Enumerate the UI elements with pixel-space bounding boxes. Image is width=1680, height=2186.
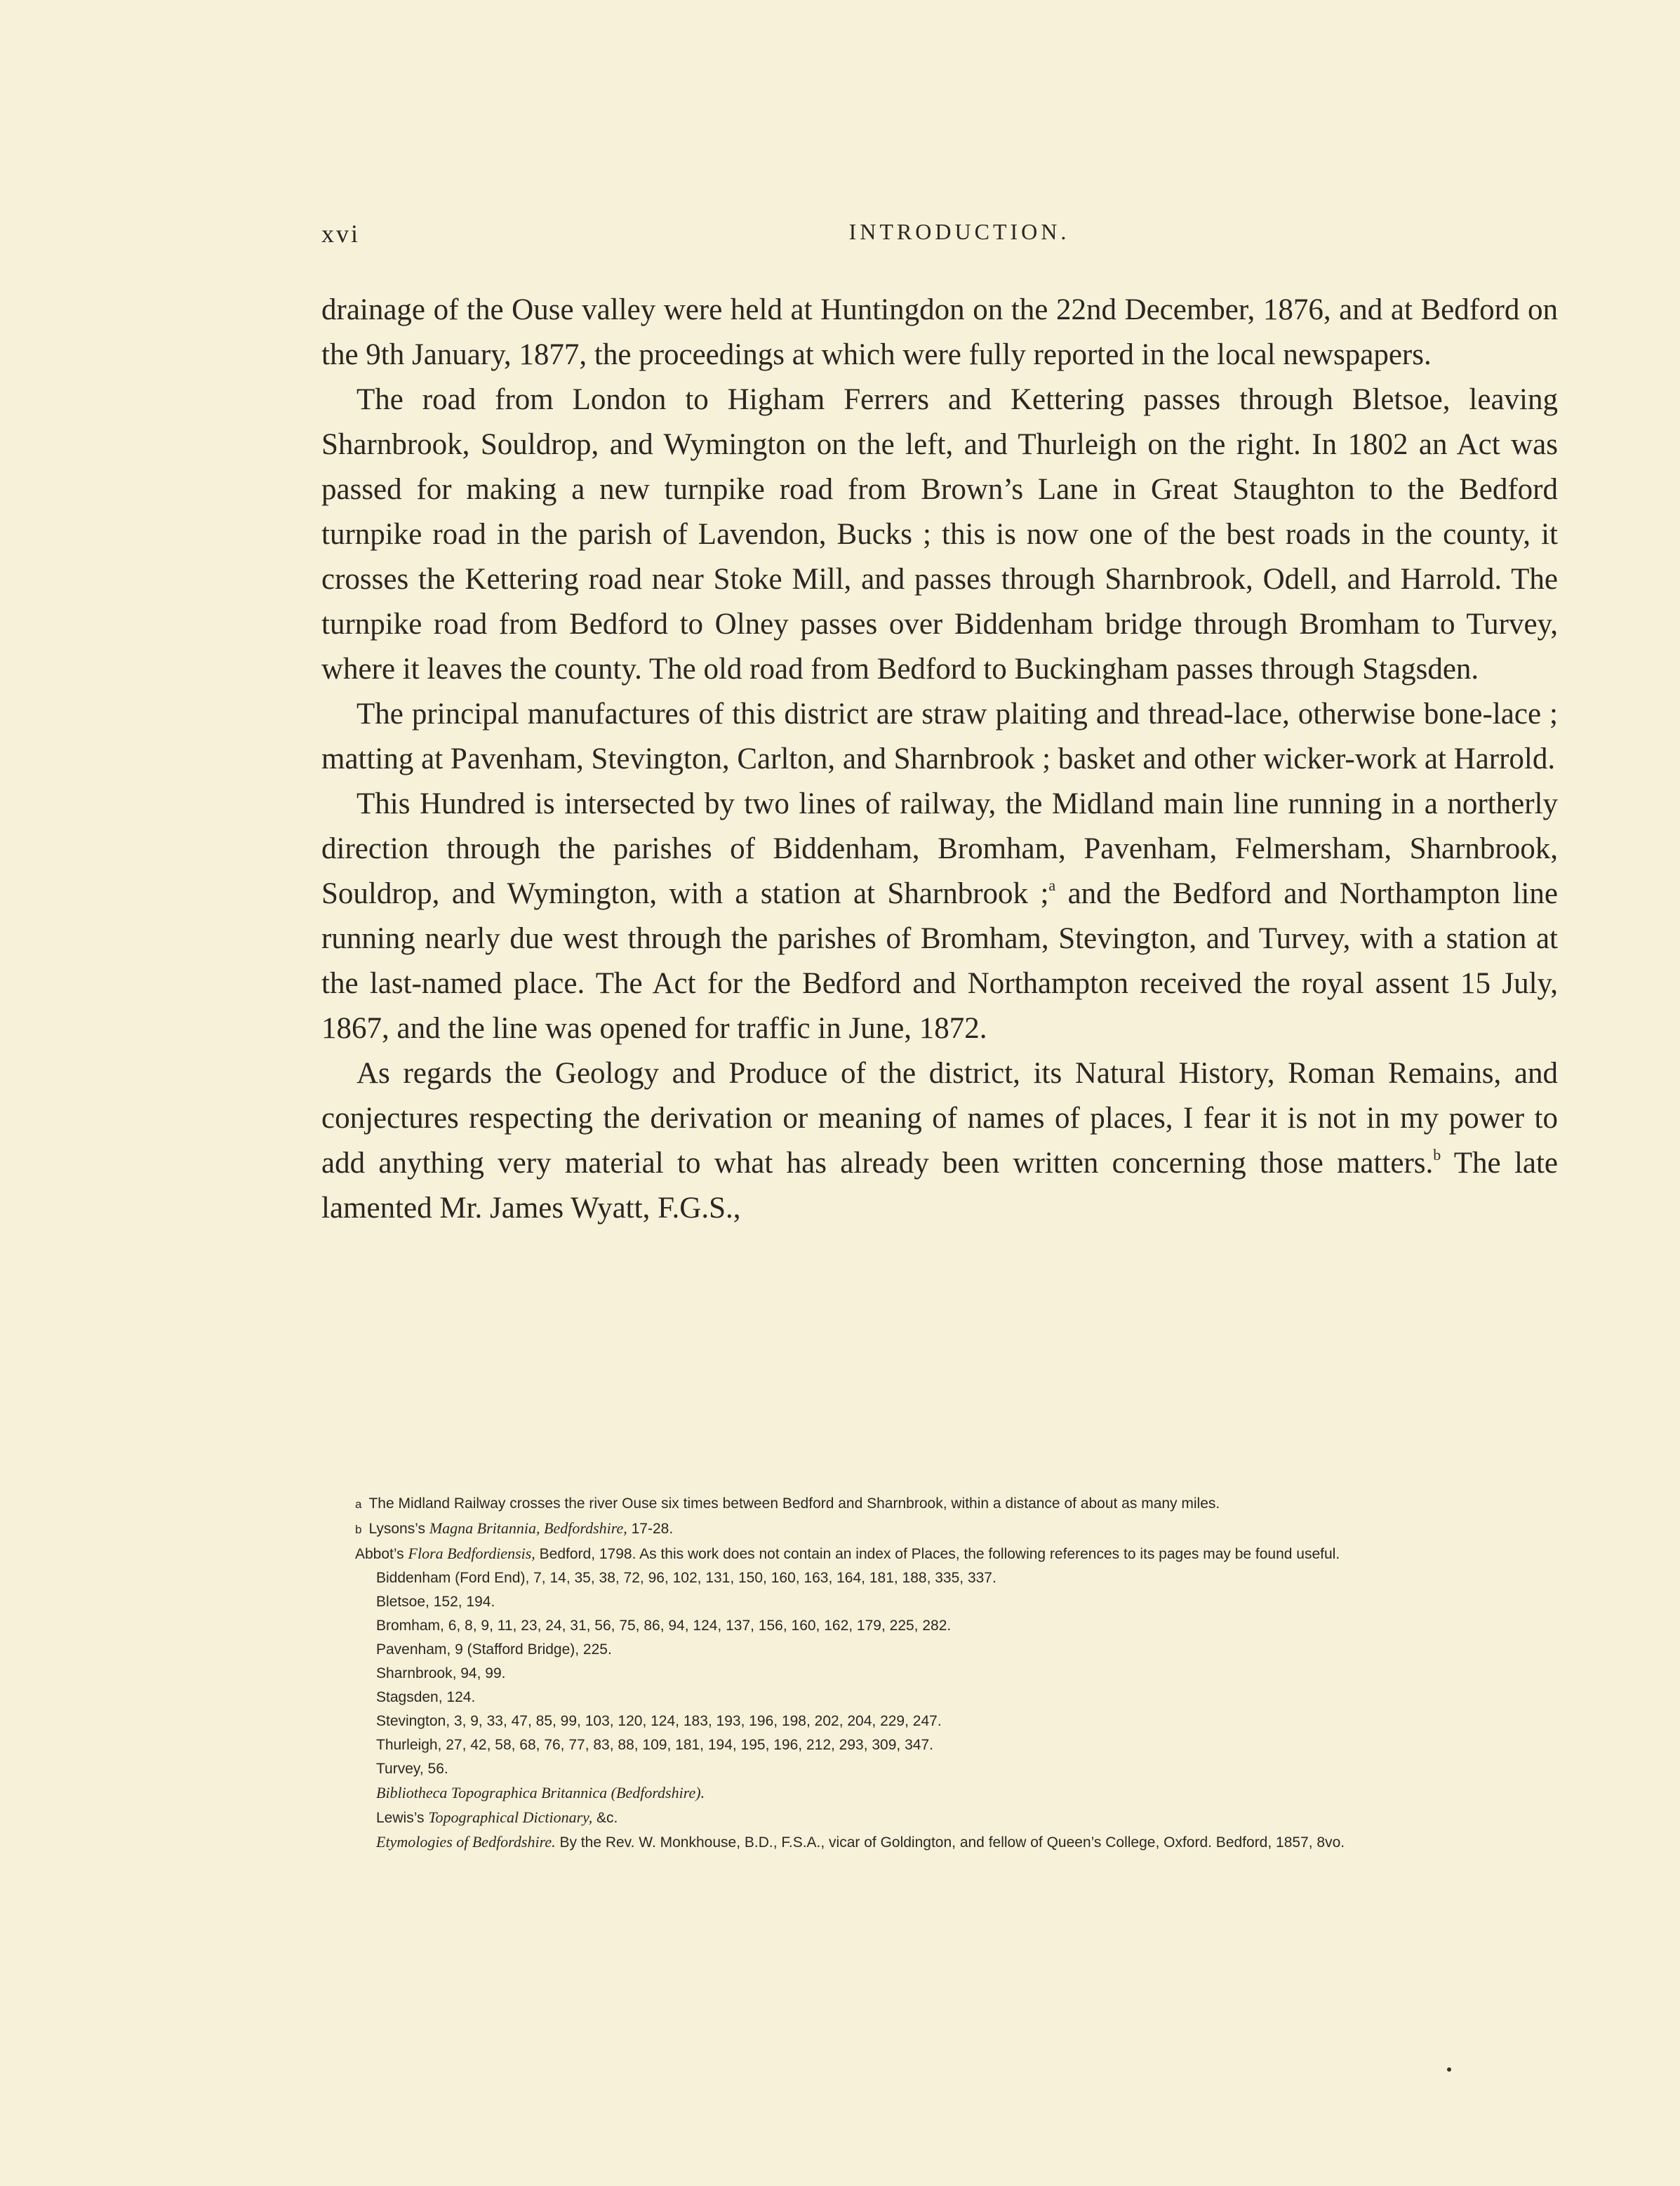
footnote-marker: b: [355, 1523, 362, 1536]
place-reference: Biddenham (Ford End), 7, 14, 35, 38, 72, 96, 102, 131, 150, 160, 163, 164, 181, 188, 335, 337.: [376, 1570, 996, 1586]
citation-title: Etymologies of Bedfordshire.: [376, 1833, 556, 1851]
paragraph: The principal manufactures of this district are straw plaiting and thread-lace, otherwise bone-lace ; matting at Pavenham, Stevington, Carlton, and Sharnbrook ; basket and other wicker-work at Harrold.: [321, 698, 1558, 775]
citation-author: Lysons’s: [368, 1521, 426, 1537]
paragraph: The road from London to Higham Ferrers and Kettering passes through Bletsoe, leaving Sharnbrook, Souldrop, and Wymington on the left, and Thurleigh on the right. In 1802 an Act was passed for making a new turnpike road from Brown’s Lane in Great Staughton to the Bedford turnpike road in the parish of Lavendon, Bucks ; this is now one of the best roads in the county, it crosses the Kettering road near Stoke Mill, and passes through Sharnbrook, Odell, and Harrold. The turnpike road from Bedford to Olney passes over Biddenham bridge through Bromham to Turvey, where it leaves the county. The old road from Bedford to Buckingham passes through Stagsden.: [321, 383, 1558, 686]
body-text: [321, 288, 1558, 1231]
footnote-b: [355, 1518, 1562, 1540]
citation-text: Bedford, 1798. As this work does not contain an index of Places, the following references to its pages may be found useful.: [539, 1546, 1340, 1562]
citation-title: Flora Bedfordiensis,: [408, 1545, 535, 1562]
footnote-marker: a: [355, 1498, 362, 1511]
citation-title: Magna Britannia, Bedfordshire,: [429, 1519, 627, 1537]
paragraph-text: This Hundred is intersected by two lines of railway, the Midland main line running in a northerly direction through the parishes of Biddenham, Bromham, Pavenham, Felmersham, Sharnbrook, Souldrop, and Wymington, with a station at Sharnbrook ;: [321, 787, 1558, 910]
place-reference: Bletsoe, 152, 194.: [376, 1594, 495, 1610]
citation-pages: 17-28.: [631, 1521, 674, 1537]
citation-author: Abbot’s: [355, 1546, 404, 1562]
place-reference: Stevington, 3, 9, 33, 47, 85, 99, 103, 120, 124, 183, 193, 196, 198, 202, 204, 229, 247.: [376, 1713, 942, 1729]
place-reference: Bromham, 6, 8, 9, 11, 23, 24, 31, 56, 75, 86, 94, 124, 137, 156, 160, 162, 179, 225, 282.: [376, 1618, 952, 1634]
footnote-a: [355, 1493, 1562, 1515]
paragraph: drainage of the Ouse valley were held at Huntingdon on the 22nd December, 1876, and at Bedford on the 9th January, 1877, the proceedings at which were fully reported in the local newspapers.: [321, 293, 1558, 371]
citation-title: Bibliotheca Topographica Britannica (Bedfordshire).: [376, 1784, 705, 1801]
lewis-citation: [376, 1807, 1562, 1829]
citation-author: Lewis’s: [376, 1810, 425, 1826]
running-title: INTRODUCTION.: [848, 219, 1070, 244]
footnotes: [355, 1493, 1562, 1853]
paragraph-text: and the Bedford and Northampton line running nearly due west through the parishes of Bromham, Stevington, and Turvey, with a station at the last-named place. The Act for the Bedford and Northampton received the royal assent 15 July, 1867, and the line was opened for traffic in June, 1872.: [321, 877, 1558, 1045]
place-reference: Thurleigh, 27, 42, 58, 68, 76, 77, 83, 88, 109, 181, 194, 195, 196, 212, 293, 309, 347.: [376, 1737, 933, 1753]
page-number: xvi: [321, 220, 361, 248]
paragraph: [321, 782, 1558, 1051]
citation-text: By the Rev. W. Monkhouse, B.D., F.S.A., vicar of Goldington, and fellow of Queen’s College, Oxford. Bedford, 1857, 8vo.: [559, 1834, 1345, 1851]
running-head: [321, 219, 1597, 254]
citation-title: Topographical Dictionary,: [428, 1808, 593, 1826]
paragraph-text: The late lamented Mr. James Wyatt, F.G.S.,: [321, 1147, 1559, 1225]
place-reference: Turvey, 56.: [376, 1761, 448, 1777]
bibliotheca-citation: [376, 1782, 1562, 1804]
citation-text: &c.: [596, 1810, 618, 1826]
paragraph: [321, 1051, 1558, 1231]
abbot-citation: [355, 1543, 1562, 1565]
footnote-ref-a[interactable]: a: [1048, 877, 1056, 894]
place-reference: Stagsden, 124.: [376, 1689, 476, 1705]
place-reference: Sharnbrook, 94, 99.: [376, 1665, 506, 1681]
etymologies-citation: [376, 1832, 1562, 1853]
paragraph-text: As regards the Geology and Produce of the district, its Natural History, Roman Remains, and conjectures respecting the derivation or meaning of names of places, I fear it is not in my power to add anything very material to what has already been written concerning those matters.: [321, 1057, 1558, 1180]
footnote-ref-b[interactable]: b: [1433, 1146, 1441, 1164]
paper-speck: [1447, 2067, 1451, 2072]
place-reference: Pavenham, 9 (Stafford Bridge), 225.: [376, 1641, 612, 1658]
footnote-text: The Midland Railway crosses the river Ouse six times between Bedford and Sharnbrook, within a distance of about as many miles.: [368, 1495, 1220, 1512]
